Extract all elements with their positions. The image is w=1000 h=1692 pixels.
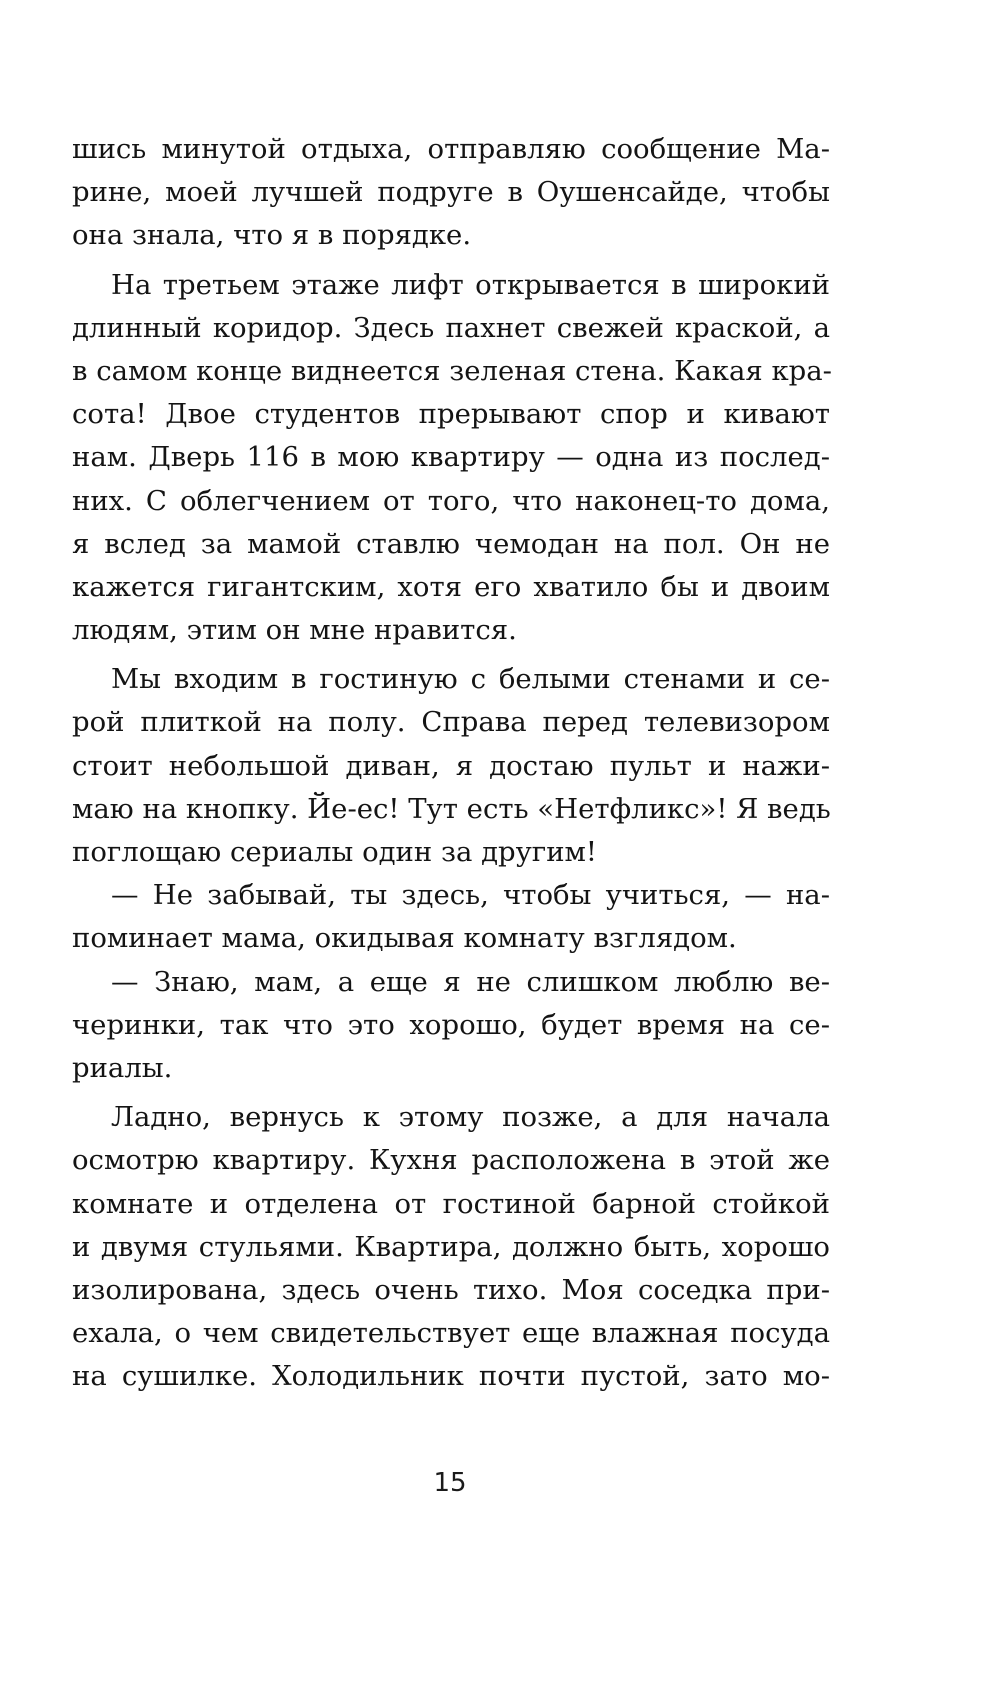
text-line: нам. Дверь 116 в мою квартиру — одна из послед-	[72, 441, 830, 474]
text-line: Ладно, вернусь к этому позже, а для начала	[111, 1101, 830, 1134]
text-line: людям, этим он мне нравится.	[72, 614, 517, 647]
text-line: стоит небольшой диван, я достаю пульт и нажи-	[72, 749, 830, 782]
text-line: в самом конце виднеется зеленая стена. Какая кра-	[72, 354, 832, 387]
text-line: рине, моей лучшей подруге в Оушенсайде, чтобы	[72, 176, 830, 209]
text-line: поглощаю сериалы один за другим!	[72, 836, 597, 868]
text-line: изолирована, здесь очень тихо. Моя соседка при-	[72, 1273, 830, 1306]
text-line: Мы входим в гостиную с белыми стенами и се-	[111, 663, 830, 696]
text-line: черинки, так что это хорошо, будет время на се-	[72, 1008, 830, 1041]
text-line: На третьем этаже лифт открывается в широкий	[111, 268, 830, 301]
text-line: них. С облегчением от того, что наконец-то дома,	[72, 484, 830, 517]
text-line: она знала, что я в порядке.	[72, 219, 472, 252]
book-page-text	[72, 128, 830, 1398]
dialogue-line: — Не забывай, ты здесь, чтобы учиться, — на-	[111, 879, 830, 912]
text-line: поминает мама, окидывая комнату взглядом.	[72, 922, 737, 955]
text-line: кажется гигантским, хотя его хватило бы и двоим	[72, 570, 830, 603]
text-line: на сушилке. Холодильник почти пустой, зато мо-	[72, 1360, 830, 1393]
text-line: и двумя стульями. Квартира, должно быть, хорошо	[72, 1230, 830, 1263]
text-line: я вслед за мамой ставлю чемодан на пол. Он не	[72, 527, 830, 560]
page-number: 15	[433, 1468, 467, 1498]
text-line: ехала, о чем свидетельствует еще влажная посуда	[72, 1317, 830, 1350]
text-line: рой плиткой на полу. Справа перед телевизором	[72, 706, 830, 739]
text-line: комнате и отделена от гостиной барной стойкой	[72, 1187, 830, 1220]
text-line: риалы.	[72, 1051, 173, 1084]
text-line: маю на кнопку. Йе-ес! Тут есть «Нетфликс»! Я ведь	[72, 792, 831, 825]
text-line: сота! Двое студентов прерывают спор и кивают	[72, 398, 830, 431]
dialogue-line: — Знаю, мам, а еще я не слишком люблю ве-	[111, 965, 830, 998]
text-line: шись минутой отдыха, отправляю сообщение Ма-	[72, 133, 830, 165]
text-line: длинный коридор. Здесь пахнет свежей краской, а	[72, 311, 830, 344]
text-line: осмотрю квартиру. Кухня расположена в этой же	[72, 1144, 830, 1177]
